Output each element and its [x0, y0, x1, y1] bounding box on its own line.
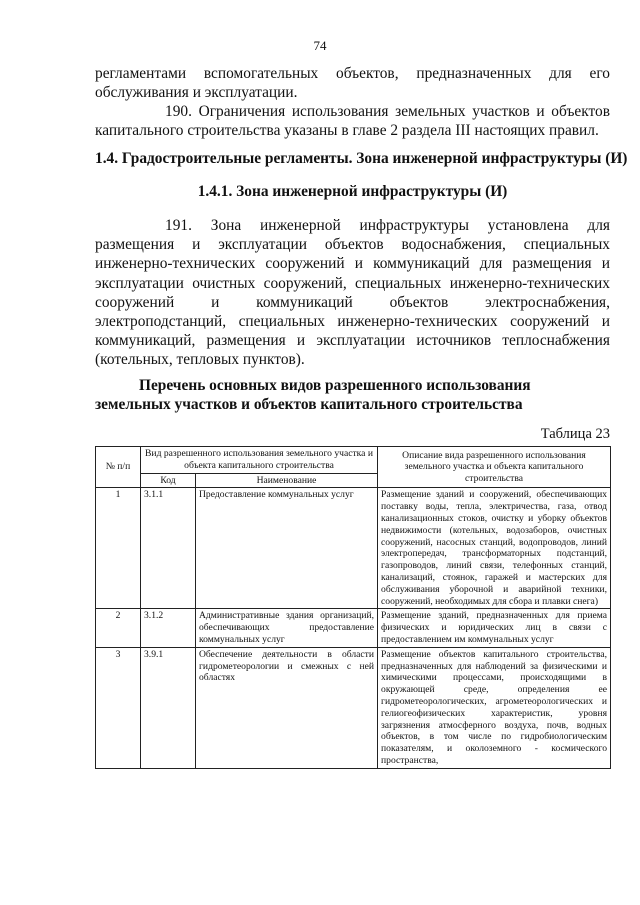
row-code: 3.1.2	[141, 609, 196, 647]
header-use-kind: Вид разрешенного использования земельного участка и объекта капитального строительства	[141, 447, 378, 474]
header-number: № п/п	[96, 447, 141, 488]
row-code: 3.1.1	[141, 488, 196, 609]
table-row	[96, 609, 611, 647]
intro-paragraph-190: 190. Ограничения использования земельных участков и объектов капитального строительства указаны в главе 2 раздела III настоящих правил.	[95, 103, 610, 140]
table-row	[96, 647, 611, 768]
header-code: Код	[141, 473, 196, 488]
row-name: Административные здания организаций, обеспечивающих предоставление коммунальных услуг	[196, 609, 378, 647]
header-name: Наименование	[196, 473, 378, 488]
paragraph-191: 191. Зона инженерной инфраструктуры установлена для размещения и эксплуатации объектов водоснабжения, специальных инженерно-технических сооружений и коммуникаций для размещения и эксплуатации очистных сооружений, специальных инженерно-технических сооружений и коммуникаций объектов электроснабжения, электроподстанций, специальных инженерно-технических сооружений и коммуникаций, размещения и эксплуатации источников теплоснабжения (котельных, тепловых пунктов).	[95, 217, 610, 369]
header-description: Описание вида разрешенного использования земельного участка и объекта капитального строительства	[378, 447, 611, 488]
row-name: Предоставление коммунальных услуг	[196, 488, 378, 609]
table-caption: Таблица 23	[540, 426, 610, 442]
page-number: 74	[313, 38, 327, 53]
row-number: 2	[96, 609, 141, 647]
row-description: Размещение объектов капитального строительства, предназначенных для наблюдений за физическими и химическими процессами, происходящими в окружающей среде, определения ее гидрометеорологических, агрометеорологических и гелиогеофизических характеристик, уровня загрязнения атмосферного воздуха, почв, водных объектов, в том числе по гидробиологическим показателям, и околоземного - космического пространства,	[378, 647, 611, 768]
table-row	[96, 488, 611, 609]
row-description: Размещение зданий, предназначенных для приема физических и юридических лиц в связи с предоставлением им коммунальных услуг	[378, 609, 611, 647]
intro-paragraph-continuation: регламентами вспомогательных объектов, предназначенных для его обслуживания и эксплуатации.	[95, 65, 610, 102]
row-description: Размещение зданий и сооружений, обеспечивающих поставку воды, тепла, электричества, газа, отвод канализационных стоков, очистку и уборку объектов недвижимости (котельных, водозаборов, очистных сооружений, насосных станций, водопроводов, линий электропередач, трансформаторных подстанций, газопроводов, линий связи, телефонных станций, канализаций, стоянок, гаражей и мастерских для обслуживания уборочной и аварийной техники, сооружений, необходимых для сбора и плавки снега)	[378, 488, 611, 609]
row-name: Обеспечение деятельности в области гидрометеорологии и смежных с ней областях	[196, 647, 378, 768]
subsection-heading: 1.4.1. Зона инженерной инфраструктуры (И)	[197, 183, 508, 200]
row-code: 3.9.1	[141, 647, 196, 768]
row-number: 1	[96, 488, 141, 609]
list-heading: Перечень основных видов разрешенного использования земельных участков и объектов капитального строительства	[95, 377, 531, 414]
permitted-use-table	[95, 446, 611, 769]
row-number: 3	[96, 647, 141, 768]
section-heading: 1.4. Градостроительные регламенты. Зона инженерной инфраструктуры (И)	[95, 150, 628, 167]
